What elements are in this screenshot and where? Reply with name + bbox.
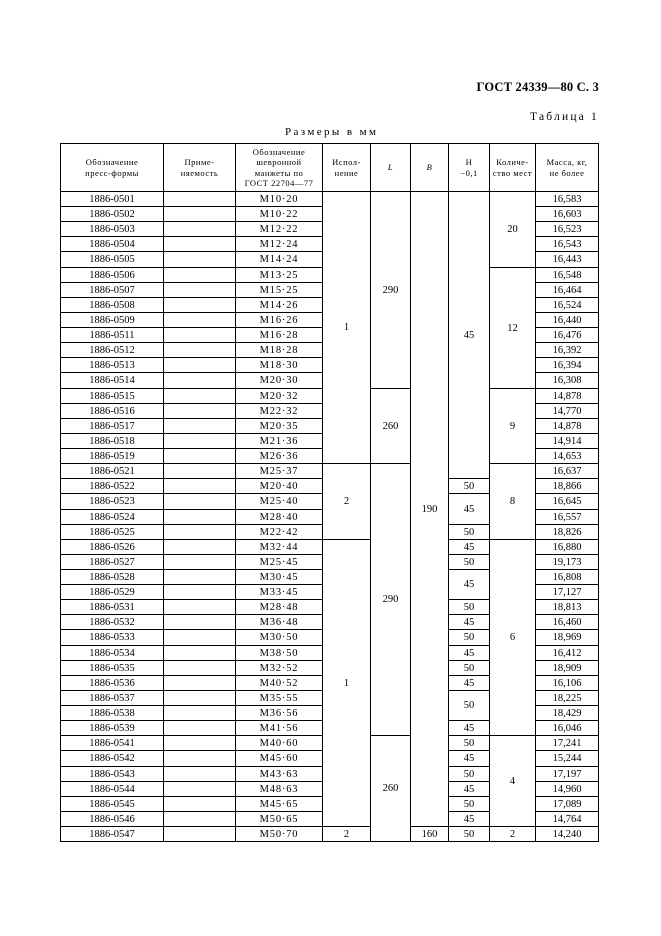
applicability-cell [164,721,236,736]
width-cell: 160 [411,827,449,842]
mold-designation-cell: 1886-0538 [60,706,164,721]
applicability-cell [164,494,236,510]
height-cell: 50 [449,479,490,494]
applicability-cell [164,812,236,827]
mass-cell: 16,412 [536,646,599,661]
cuff-designation-cell: М45·65 [236,797,323,812]
cuff-designation-cell: М25·37 [236,464,323,479]
mold-designation-cell: 1886-0512 [60,343,164,358]
applicability-cell [164,615,236,630]
cuff-designation-cell: М20·40 [236,479,323,494]
cuff-designation-cell: М30·50 [236,630,323,646]
places-count-cell: 20 [490,192,536,268]
mold-designation-cell: 1886-0508 [60,298,164,313]
mass-cell: 16,543 [536,237,599,252]
mass-cell: 17,197 [536,767,599,782]
mold-designation-cell: 1886-0525 [60,525,164,540]
mass-cell: 18,429 [536,706,599,721]
mass-cell: 16,394 [536,358,599,373]
height-cell: 50 [449,736,490,751]
mass-cell: 16,046 [536,721,599,736]
length-cell: 290 [371,464,411,736]
applicability-cell [164,827,236,842]
applicability-cell [164,540,236,555]
height-cell: 45 [449,782,490,797]
applicability-cell [164,797,236,812]
cuff-designation-cell: М15·25 [236,283,323,298]
mass-cell: 16,557 [536,510,599,525]
cuff-designation-cell: М45·60 [236,751,323,767]
cuff-designation-cell: М28·40 [236,510,323,525]
cuff-designation-cell: М33·45 [236,585,323,600]
cuff-designation-cell: М36·48 [236,615,323,630]
height-cell: 45 [449,540,490,555]
mold-designation-cell: 1886-0536 [60,676,164,691]
cuff-designation-cell: М12·24 [236,237,323,252]
length-cell: 260 [371,389,411,464]
cuff-designation-cell: М32·44 [236,540,323,555]
cuff-designation-cell: М20·32 [236,389,323,404]
applicability-cell [164,343,236,358]
cuff-designation-cell: М25·40 [236,494,323,510]
cuff-designation-cell: М43·63 [236,767,323,782]
mass-cell: 16,583 [536,192,599,207]
execution-cell: 1 [323,540,371,827]
height-cell: 45 [449,570,490,600]
applicability-cell [164,192,236,207]
applicability-cell [164,434,236,449]
cuff-designation-cell: М16·26 [236,313,323,328]
mass-cell: 16,808 [536,570,599,585]
cuff-designation-cell: М20·30 [236,373,323,389]
mold-designation-cell: 1886-0513 [60,358,164,373]
mold-designation-cell: 1886-0507 [60,283,164,298]
mass-cell: 16,443 [536,252,599,268]
mass-cell: 16,460 [536,615,599,630]
applicability-cell [164,555,236,570]
mass-cell: 15,244 [536,751,599,767]
cuff-designation-cell: М35·55 [236,691,323,706]
mold-designation-cell: 1886-0527 [60,555,164,570]
mold-designation-cell: 1886-0506 [60,268,164,283]
width-cell: 190 [411,192,449,827]
cuff-designation-cell: М10·20 [236,192,323,207]
applicability-cell [164,706,236,721]
mass-cell: 16,106 [536,676,599,691]
mold-designation-cell: 1886-0524 [60,510,164,525]
places-count-cell: 4 [490,736,536,827]
mold-designation-cell: 1886-0528 [60,570,164,585]
col-header-l: L [371,143,411,192]
cuff-designation-cell: М22·32 [236,404,323,419]
height-cell: 50 [449,661,490,676]
cuff-designation-cell: М40·60 [236,736,323,751]
mold-designation-cell: 1886-0535 [60,661,164,676]
dimensions-table [60,143,599,853]
mass-cell: 16,637 [536,464,599,479]
applicability-cell [164,373,236,389]
height-cell: 50 [449,691,490,721]
mold-designation-cell: 1886-0543 [60,767,164,782]
cuff-designation-cell: М28·48 [236,600,323,615]
cuff-designation-cell: М16·28 [236,328,323,343]
cuff-designation-cell: М18·28 [236,343,323,358]
col-header-cuff: Обозначение шевронной манжеты по ГОСТ 22704—77 [236,143,323,192]
height-cell: 45 [449,812,490,827]
mold-designation-cell: 1886-0502 [60,207,164,222]
col-header-b: B [411,143,449,192]
applicability-cell [164,782,236,797]
mold-designation-cell: 1886-0509 [60,313,164,328]
cuff-designation-cell: М26·36 [236,449,323,464]
height-cell: 45 [449,676,490,691]
mass-cell: 18,813 [536,600,599,615]
height-cell: 50 [449,630,490,646]
mass-cell: 19,173 [536,555,599,570]
applicability-cell [164,252,236,268]
mass-cell: 16,645 [536,494,599,510]
mold-designation-cell: 1886-0545 [60,797,164,812]
applicability-cell [164,676,236,691]
col-header-mass: Масса, кг, не более [536,143,599,192]
applicability-cell [164,298,236,313]
mass-cell: 17,089 [536,797,599,812]
mass-cell: 14,878 [536,389,599,404]
mold-designation-cell: 1886-0537 [60,691,164,706]
applicability-cell [164,464,236,479]
height-cell: 50 [449,525,490,540]
mass-cell: 16,523 [536,222,599,237]
height-cell: 45 [449,751,490,767]
mold-designation-cell: 1886-0517 [60,419,164,434]
height-cell: 45 [449,646,490,661]
applicability-cell [164,751,236,767]
mold-designation-cell: 1886-0547 [60,827,164,842]
execution-cell: 2 [323,464,371,540]
cuff-designation-cell: М36·56 [236,706,323,721]
mold-designation-cell: 1886-0505 [60,252,164,268]
cuff-designation-cell: М14·24 [236,252,323,268]
cuff-designation-cell: М41·56 [236,721,323,736]
col-header-applicability: Приме- няемость [164,143,236,192]
cuff-designation-cell: М14·26 [236,298,323,313]
cuff-designation-cell: М25·45 [236,555,323,570]
mold-designation-cell: 1886-0531 [60,600,164,615]
applicability-cell [164,207,236,222]
height-cell: 45 [449,192,490,479]
mold-designation-cell: 1886-0519 [60,449,164,464]
mold-designation-cell: 1886-0546 [60,812,164,827]
mass-cell: 18,866 [536,479,599,494]
col-header-execution: Испол- нение [323,143,371,192]
mold-designation-cell: 1886-0518 [60,434,164,449]
mold-designation-cell: 1886-0526 [60,540,164,555]
document-header: ГОСТ 24339—80 С. 3 [476,80,599,94]
mass-cell: 17,127 [536,585,599,600]
mold-designation-cell: 1886-0534 [60,646,164,661]
applicability-cell [164,479,236,494]
height-cell: 50 [449,555,490,570]
applicability-cell [164,449,236,464]
mold-designation-cell: 1886-0503 [60,222,164,237]
mass-cell: 17,241 [536,736,599,751]
mass-cell: 14,914 [536,434,599,449]
applicability-cell [164,419,236,434]
applicability-cell [164,328,236,343]
applicability-cell [164,736,236,751]
cuff-designation-cell: М38·50 [236,646,323,661]
applicability-cell [164,646,236,661]
cuff-designation-cell: М21·36 [236,434,323,449]
height-cell: 50 [449,827,490,842]
execution-cell: 1 [323,192,371,464]
cuff-designation-cell: М48·63 [236,782,323,797]
places-count-cell: 6 [490,540,536,736]
mold-designation-cell: 1886-0542 [60,751,164,767]
cuff-designation-cell: М22·42 [236,525,323,540]
applicability-cell [164,510,236,525]
applicability-cell [164,237,236,252]
mass-cell: 16,440 [536,313,599,328]
mold-designation-cell: 1886-0541 [60,736,164,751]
mass-cell: 18,225 [536,691,599,706]
mass-cell: 14,960 [536,782,599,797]
height-cell: 45 [449,721,490,736]
applicability-cell [164,585,236,600]
mold-designation-cell: 1886-0504 [60,237,164,252]
execution-cell: 2 [323,827,371,842]
table-subtitle: Размеры в мм [285,126,379,138]
mold-designation-cell: 1886-0501 [60,192,164,207]
cuff-designation-cell: М50·65 [236,812,323,827]
mold-designation-cell: 1886-0544 [60,782,164,797]
applicability-cell [164,525,236,540]
cuff-designation-cell: М18·30 [236,358,323,373]
mold-designation-cell: 1886-0532 [60,615,164,630]
mass-cell: 16,524 [536,298,599,313]
mass-cell: 16,548 [536,268,599,283]
mass-cell: 16,476 [536,328,599,343]
applicability-cell [164,404,236,419]
applicability-cell [164,389,236,404]
mold-designation-cell: 1886-0522 [60,479,164,494]
mass-cell: 18,909 [536,661,599,676]
col-header-h: H −0,1 [449,143,490,192]
mass-cell: 16,603 [536,207,599,222]
applicability-cell [164,600,236,615]
mold-designation-cell: 1886-0539 [60,721,164,736]
mass-cell: 18,969 [536,630,599,646]
col-header-designation: Обозначение пресс-формы [60,143,164,192]
height-cell: 45 [449,494,490,525]
applicability-cell [164,661,236,676]
mold-designation-cell: 1886-0533 [60,630,164,646]
applicability-cell [164,691,236,706]
cuff-designation-cell: М40·52 [236,676,323,691]
mass-cell: 14,240 [536,827,599,842]
mass-cell: 14,764 [536,812,599,827]
cuff-designation-cell: М13·25 [236,268,323,283]
length-cell: 290 [371,192,411,389]
places-count-cell: 2 [490,827,536,842]
mold-designation-cell: 1886-0514 [60,373,164,389]
places-count-cell: 9 [490,389,536,464]
cuff-designation-cell: М30·45 [236,570,323,585]
mass-cell: 16,880 [536,540,599,555]
applicability-cell [164,630,236,646]
applicability-cell [164,268,236,283]
mass-cell: 14,770 [536,404,599,419]
mass-cell: 16,392 [536,343,599,358]
length-cell: 260 [371,736,411,842]
places-count-cell: 12 [490,268,536,389]
mold-designation-cell: 1886-0516 [60,404,164,419]
places-count-cell: 8 [490,464,536,540]
mold-designation-cell: 1886-0529 [60,585,164,600]
applicability-cell [164,222,236,237]
mold-designation-cell: 1886-0523 [60,494,164,510]
applicability-cell [164,283,236,298]
cuff-designation-cell: М50·70 [236,827,323,842]
applicability-cell [164,313,236,328]
height-cell: 50 [449,767,490,782]
mold-designation-cell: 1886-0521 [60,464,164,479]
height-cell: 50 [449,797,490,812]
applicability-cell [164,767,236,782]
height-cell: 50 [449,600,490,615]
mass-cell: 14,878 [536,419,599,434]
mold-designation-cell: 1886-0515 [60,389,164,404]
applicability-cell [164,358,236,373]
mold-designation-cell: 1886-0511 [60,328,164,343]
cuff-designation-cell: М12·22 [236,222,323,237]
mass-cell: 16,308 [536,373,599,389]
table-label: Таблица 1 [530,111,599,123]
mass-cell: 16,464 [536,283,599,298]
mass-cell: 18,826 [536,525,599,540]
col-header-places: Количе- ство мест [490,143,536,192]
mass-cell: 14,653 [536,449,599,464]
height-cell: 45 [449,615,490,630]
cuff-designation-cell: М20·35 [236,419,323,434]
cuff-designation-cell: М32·52 [236,661,323,676]
cuff-designation-cell: М10·22 [236,207,323,222]
applicability-cell [164,570,236,585]
